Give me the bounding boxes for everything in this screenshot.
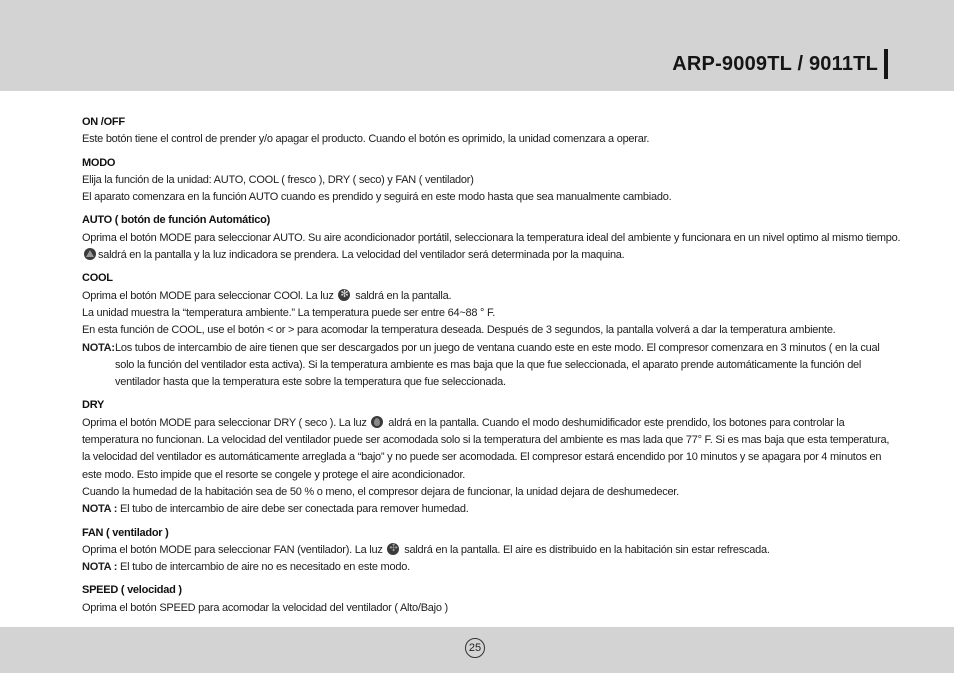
auto-line-2-wrap (82, 247, 892, 264)
fan-line-1 (82, 542, 892, 559)
model-title: ARP-9009TL / 9011TL (672, 53, 878, 75)
section-heading-speed: SPEED ( velocidad ) (82, 584, 182, 597)
cool-note (82, 340, 892, 392)
fan-note-text: El tubo de intercambio de aire no es necesitado en este modo. (119, 561, 410, 574)
dry-para-1a: Oprima el botón MODE para seleccionar DRY ( seco ). La luz (82, 416, 367, 429)
on-off-text: Este botón tiene el control de prender y/o apagar el producto. Cuando el botón es oprimido, la unidad comenzara a operar. (82, 133, 650, 146)
dry-line-2: Cuando la humedad de la habitación sea de 50 % o meno, el compresor dejara de funcionar, la unidad dejara de deshumedecer. (82, 485, 679, 498)
section-heading-modo: MODO (82, 156, 116, 169)
section-heading-on-off: ON /OFF (82, 116, 125, 128)
fan-line-1b: saldrá en la pantalla. El aire es distribuido en la habitación sin estar refrescada. (404, 543, 770, 556)
cool-line-1a: Oprima el botón MODE para seleccionar COOl. La luz (82, 289, 334, 302)
modo-line-1: Elija la función de la unidad: AUTO, COOL ( fresco ), DRY ( seco) y FAN ( ventilador) (82, 173, 474, 186)
snowflake-icon (338, 289, 350, 301)
droplet-icon (371, 416, 383, 428)
page-header (0, 0, 954, 91)
dry-note-text: El tubo de intercambio de aire debe ser conectada para remover humedad. (119, 503, 469, 516)
cool-line-3: En esta función de COOL, use el botón < or > para acomodar la temperatura deseada. Después de 3 segundos, la pantalla volverá a dar la temperatura ambiente. (82, 324, 836, 337)
auto-line-2: saldrá en la pantalla y la luz indicadora se prendera. La velocidad del ventilador será determinada por la maquina. (98, 249, 625, 262)
fan-icon (387, 543, 399, 555)
speed-text: Oprima el botón SPEED para acomodar la velocidad del ventilador ( Alto/Bajo ) (82, 601, 448, 614)
section-heading-dry: DRY (82, 399, 105, 412)
dry-note (82, 501, 892, 518)
cool-line-2: La unidad muestra la “temperatura ambiente.” La temperatura puede ser entre 64~88 ° F. (82, 306, 496, 319)
dry-paragraph-1 (82, 415, 892, 484)
cool-note-text: Los tubos de intercambio de aire tienen que ser descargados por un juego de ventana cuando este en este modo. El compresor comenzara en 3 minutos ( en la cual solo la función del ventilador esta activa). Si la temperatura ambiente es mas baja que la que fue seleccionada, el aparato prende automáticamente la función del ventilador hasta que la temperatura este sobre la temperatura que fue seleccionada. (115, 341, 880, 389)
title-accent-bar (884, 49, 888, 79)
fan-line-1a: Oprima el botón MODE para seleccionar FAN (ventilador). La luz (82, 543, 383, 556)
auto-line-1: Oprima el botón MODE para seleccionar AUTO. Su aire acondicionador portátil, seleccionara la temperatura ideal del ambiente y funcionara en un nivel optimo al mismo tiempo. (82, 231, 901, 244)
cool-line-1b: saldrá en la pantalla. (355, 289, 452, 302)
modo-line-2: El aparato comenzara en la función AUTO cuando es prendido y seguirá en este modo hasta que sea manualmente cambiado. (82, 191, 672, 204)
fan-note-label: NOTA : (82, 561, 118, 574)
section-heading-fan: FAN ( ventilador ) (82, 526, 169, 539)
auto-mode-icon (84, 248, 96, 260)
cool-note-label: NOTA: (82, 341, 115, 354)
cool-line-1 (82, 288, 892, 305)
fan-note (82, 559, 892, 576)
page-number: 25 (465, 638, 485, 658)
section-heading-auto: AUTO ( botón de función Automático) (82, 214, 271, 227)
section-heading-cool: COOL (82, 272, 113, 285)
dry-note-label: NOTA : (82, 503, 118, 516)
dry-para-1b: aldrá en la pantalla. Cuando el modo deshumidificador este prendido, los botones para controlar la temperatura no funcionan. La velocidad del ventilador puede ser acomodada solo si la temperatura del ambiente es mas lada que 77° F. Si es mas baja que esta temperatura, la velocidad del ventilador es automáticamente arreglada a “bajo” y no puede ser acomodada. El compresor estará encendido por 10 minutos y se apagara por 4 minutos en este modo. Esto impide que el resorte se congele y protege el aire acondicionador. (82, 416, 890, 481)
manual-content (82, 114, 901, 617)
